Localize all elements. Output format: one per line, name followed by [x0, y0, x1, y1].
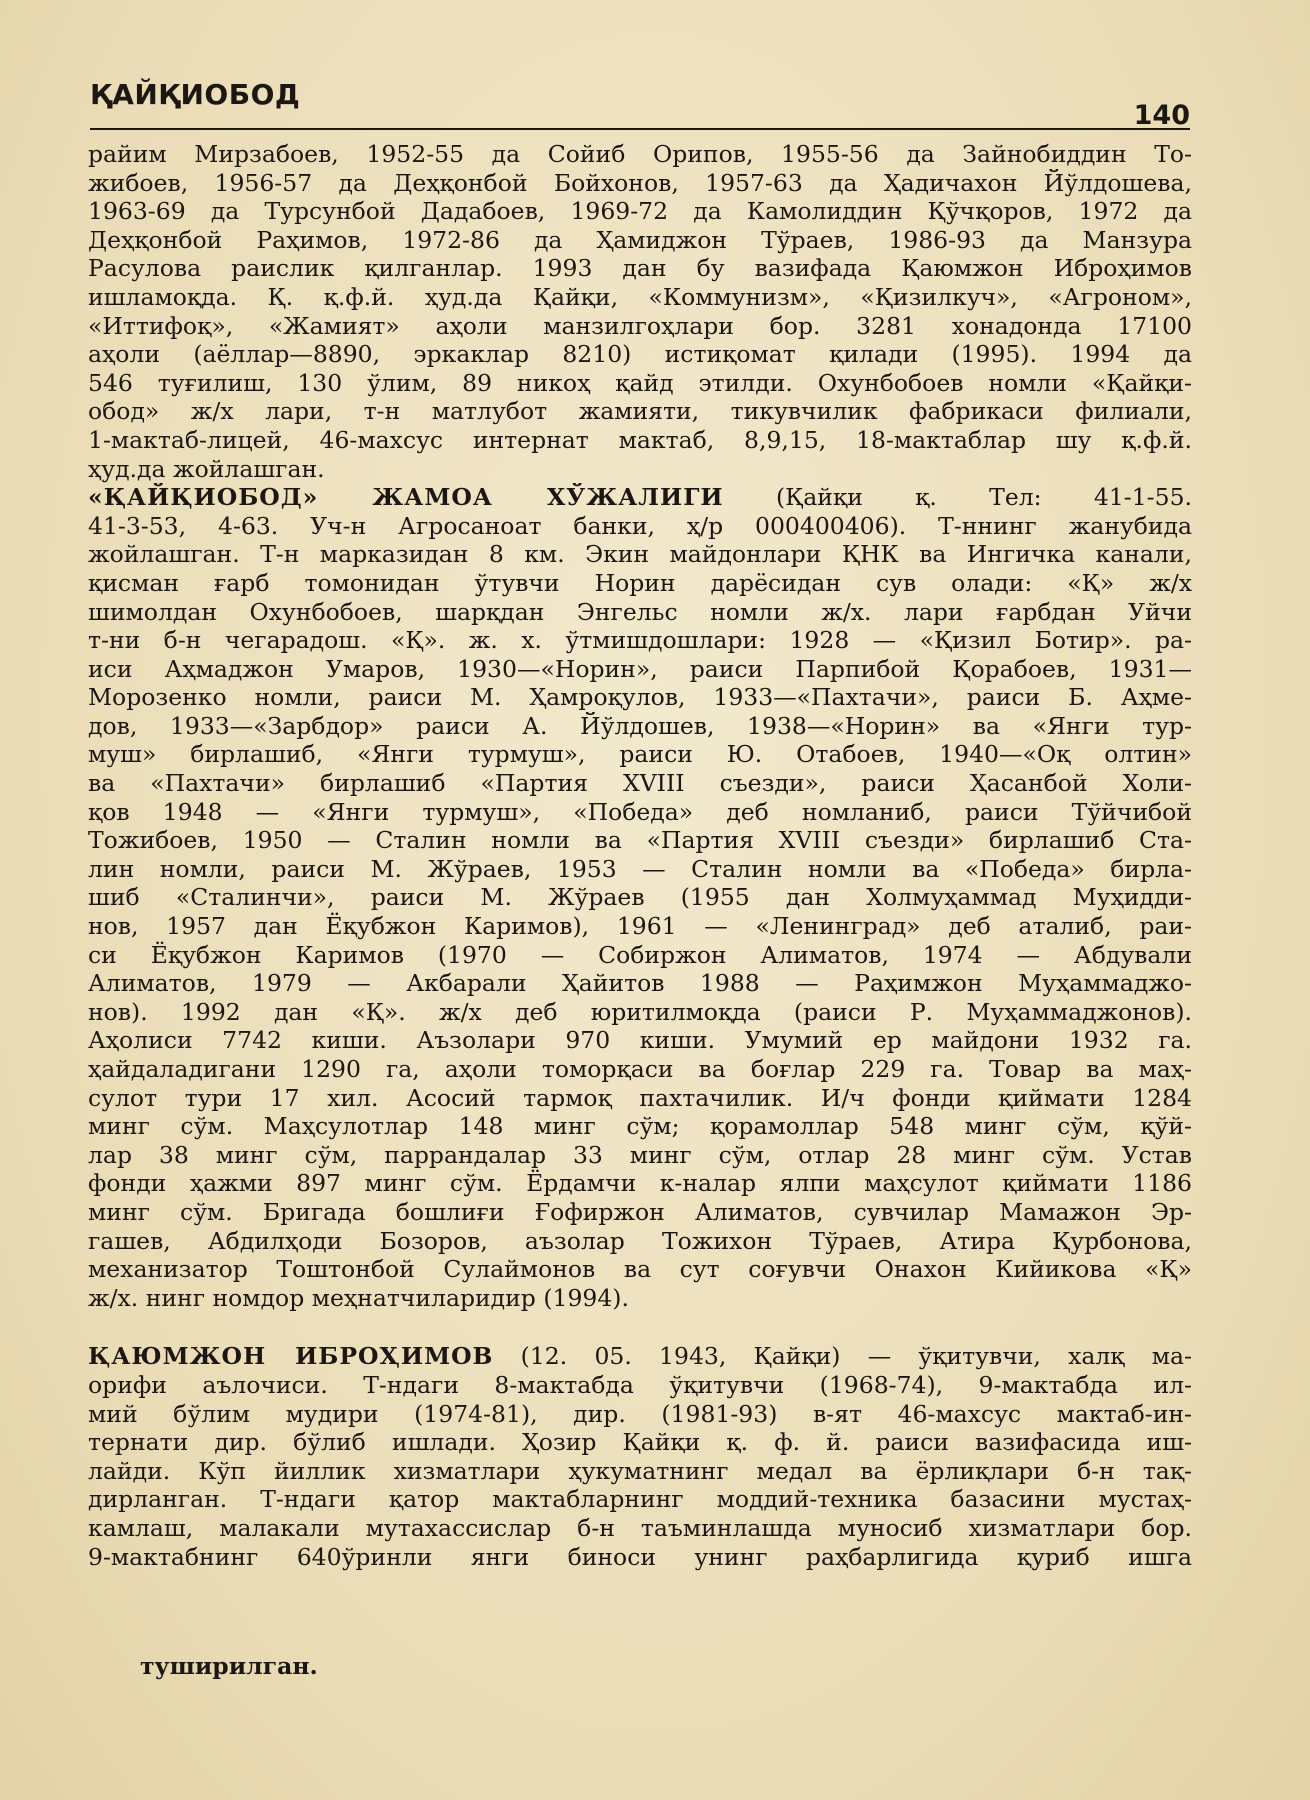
page-number: 140 [1133, 100, 1190, 131]
text-line: қов 1948 — «Янги турмуш», «Победа» деб номланиб, раиси Тўйчибой [88, 797, 1192, 826]
text-line: райим Мирзабоев, 1952-55 да Сойиб Орипов, 1955-56 да Зайнобиддин То- [88, 140, 1192, 168]
text-line: гашев, Абдилҳоди Бозоров, аъзолар Тожихон Тўраев, Атира Қурбонова, [88, 1226, 1192, 1255]
text-line: ва «Пахтачи» бирлашиб «Партия XVIII съезди», раиси Ҳасанбой Холи- [88, 769, 1192, 798]
text-line: ж/х. нинг номдор меҳнатчиларидир (1994). [88, 1283, 629, 1312]
page-body [88, 140, 1192, 1571]
entry-first-line [88, 483, 1192, 512]
running-head: ҚАЙҚИОБОД [90, 78, 301, 111]
entry-title: «ҚАЙҚИОБОД» ЖАМОА ХЎЖАЛИГИ [88, 483, 724, 512]
header-rule [90, 128, 1190, 130]
text-line: 1963-69 да Турсунбой Дадабоев, 1969-72 да Камолиддин Қўчқоров, 1972 да [88, 197, 1192, 226]
text-line: 41-3-53, 4-63. Уч-н Агросаноат банки, ҳ/р 000400406). Т-ннинг жанубида [88, 511, 1192, 540]
text-line: аҳоли (аёллар—8890, эркаклар 8210) истиқомат қилади (1995). 1994 да [88, 340, 1192, 369]
text-line: шиб «Сталинчи», раиси М. Жўраев (1955 дан Холмуҳаммад Муҳидди- [88, 883, 1192, 912]
text-line: лин номли, раиси М. Жўраев, 1953 — Сталин номли ва «Победа» бирла- [88, 854, 1192, 883]
text-line: жойлашган. Т-н марказидан 8 км. Экин майдонлари ҚНК ва Ингичка канали, [88, 540, 1192, 569]
text-line: ишламоқда. Қ. қ.ф.й. ҳуд.да Қайқи, «Коммунизм», «Қизилкуч», «Агроном», [88, 282, 1192, 311]
entry-first-line-text: (12. 05. 1943, Қайқи) — ўқитувчи, халқ ма- [520, 1342, 1192, 1371]
text-line: ҳайдаладигани 1290 га, аҳоли томорқаси ва боғлар 229 га. Товар ва маҳ- [88, 1055, 1192, 1083]
text-line: Алиматов, 1979 — Акбарали Ҳайитов 1988 — Раҳимжон Муҳаммаджо- [88, 969, 1192, 998]
entry-title: ҚАЮМЖОН ИБРОҲИМОВ [88, 1342, 494, 1371]
text-line: Тожибоев, 1950 — Сталин номли ва «Партия XVIII съезди» бирлашиб Ста- [88, 826, 1192, 855]
text-line: 1-мактаб-лицей, 46-махсус интернат мактаб, 8,9,15, 18-мактаблар шу қ.ф.й. [88, 425, 1192, 454]
intro-paragraph [88, 140, 1192, 483]
entry-qayumjon-ibrohimov [88, 1342, 1192, 1571]
text-line: шимолдан Охунбобоев, шарқдан Энгельс номли ж/х. лари ғарбдан Уйчи [88, 597, 1192, 626]
text-line: си Ёқубжон Каримов (1970 — Собиржон Алиматов, 1974 — Абдували [88, 940, 1192, 969]
text-line: муш» бирлашиб, «Янги турмуш», раиси Ю. Отабоев, 1940—«Оқ олтин» [88, 740, 1192, 769]
text-line: дирланган. Т-ндаги қатор мактабларнинг моддий-техника базасини мустаҳ- [88, 1485, 1192, 1514]
text-line: сулот тури 17 хил. Асосий тармоқ пахтачилик. И/ч фонди қиймати 1284 [88, 1083, 1192, 1112]
text-line: т-ни б-н чегарадош. «Қ». ж. х. ўтмишдошлари: 1928 — «Қизил Ботир». ра- [88, 626, 1192, 655]
text-line: нов, 1957 дан Ёқубжон Каримов), 1961 — «Ленинград» деб аталиб, раи- [88, 912, 1192, 941]
text-line: обод» ж/х лари, т-н матлубот жамияти, тикувчилик фабрикаси филиали, [88, 397, 1192, 426]
text-line: камлаш, малакали мутахассислар б-н таъминлашда муносиб хизматлари бор. [88, 1513, 1192, 1542]
page-header [90, 78, 1190, 138]
entry-spacer [88, 1312, 1192, 1342]
text-line: орифи аълочиси. Т-ндаги 8-мактабда ўқитувчи (1968-74), 9-мактабда ил- [88, 1370, 1192, 1399]
text-line: «Иттифоқ», «Жамият» аҳоли манзилгоҳлари бор. 3281 хонадонда 17100 [88, 311, 1192, 340]
text-line: дов, 1933—«Зарбдор» раиси А. Йўлдошев, 1938—«Норин» ва «Янги тур- [88, 711, 1192, 740]
text-line: Расулова раислик қилганлар. 1993 дан бу вазифада Қаюмжон Иброҳимов [88, 254, 1192, 283]
text-line: мий бўлим мудири (1974-81), дир. (1981-93) в-ят 46-махсус мактаб-ин- [88, 1399, 1192, 1428]
entry-first-line [88, 1342, 1192, 1371]
text-line: Деҳқонбой Раҳимов, 1972-86 да Ҳамиджон Тўраев, 1986-93 да Манзура [88, 225, 1192, 254]
entry-kayqiobod-collective-farm [88, 483, 1192, 1312]
text-line: механизатор Тоштонбой Сулаймонов ва сут соғувчи Онахон Кийикова «Қ» [88, 1255, 1192, 1284]
text-line: фонди ҳажми 897 минг сўм. Ёрдамчи к-налар ялпи маҳсулот қиймати 1186 [88, 1169, 1192, 1198]
text-line: Морозенко номли, раиси М. Ҳамроқулов, 1933—«Пахтачи», раиси Б. Аҳме- [88, 683, 1192, 712]
text-line: 546 туғилиш, 130 ўлим, 89 никоҳ қайд этилди. Охунбобоев номли «Қайқи- [88, 368, 1192, 397]
text-line: Аҳолиси 7742 киши. Аъзолари 970 киши. Умумий ер майдони 1932 га. [88, 1026, 1192, 1055]
text-line: минг сўм. Бригада бошлиғи Ғофиржон Алиматов, сувчилар Мамажон Эр- [88, 1197, 1192, 1226]
text-line: қисман ғарб томонидан ўтувчи Норин дарёсидан сув олади: «Қ» ж/х [88, 568, 1192, 597]
text-line: ҳуд.да жойлашган. [88, 454, 325, 483]
entry-first-line-text: (Қайқи қ. Тел: 41-1-55. [775, 483, 1192, 512]
final-line: туширилган. [140, 1652, 318, 1680]
text-line: минг сўм. Маҳсулотлар 148 минг сўм; қорамоллар 548 минг сўм, қўй- [88, 1112, 1192, 1141]
text-line: жибоев, 1956-57 да Деҳқонбой Бойхонов, 1957-63 да Ҳадичахон Йўлдошева, [88, 168, 1192, 197]
text-line: лайди. Кўп йиллик хизматлари ҳукуматнинг медал ва ёрлиқлари б-н тақ- [88, 1456, 1192, 1485]
text-line: 9-мактабнинг 640ўринли янги биноси унинг раҳбарлигида қуриб ишга [88, 1542, 1192, 1571]
text-line: тернати дир. бўлиб ишлади. Ҳозир Қайқи қ. ф. й. раиси вазифасида иш- [88, 1428, 1192, 1457]
text-line: лар 38 минг сўм, паррандалар 33 минг сўм, отлар 28 минг сўм. Устав [88, 1140, 1192, 1169]
text-line: иси Аҳмаджон Умаров, 1930—«Норин», раиси Парпибой Қорабоев, 1931— [88, 654, 1192, 683]
text-line: нов). 1992 дан «Қ». ж/х деб юритилмоқда (раиси Р. Муҳаммаджонов). [88, 997, 1192, 1026]
